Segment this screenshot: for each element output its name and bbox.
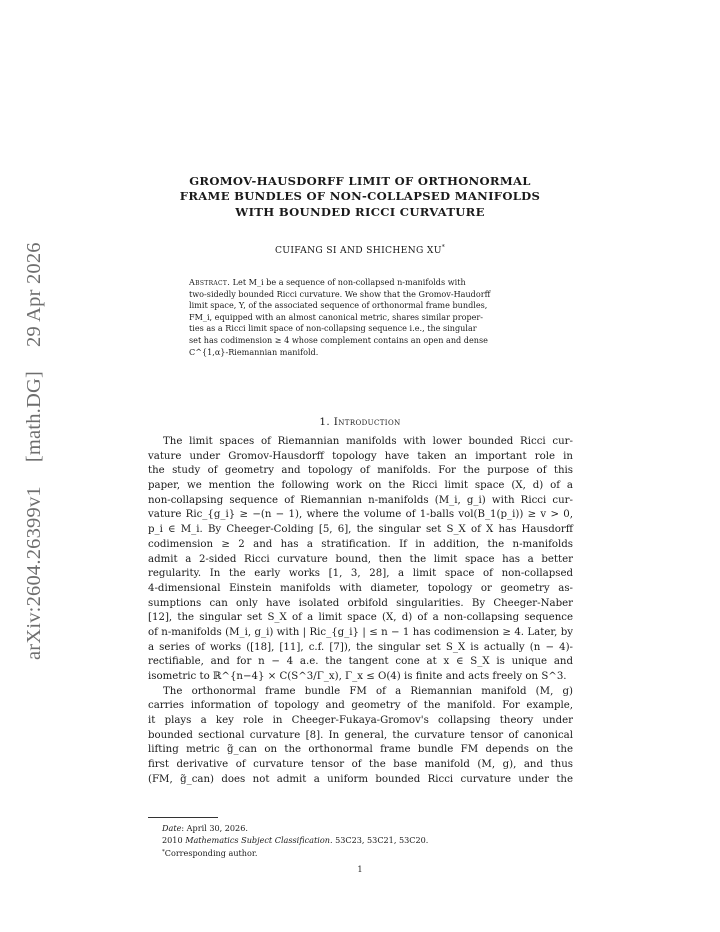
body-line: it plays a key role in Cheeger-Fukaya-Gromov's collapsing theory under [148,715,573,727]
body-line: first derivative of curvature tensor of the base manifold (M, g), and thus [148,759,573,771]
title-line-3: WITH BOUNDED RICCI CURVATURE [235,204,485,219]
body-line: carries information of topology and geometry of the manifold. For example, [148,700,573,712]
corresponding-author-mark: * [441,244,446,251]
body-line: isometric to ℝ^{n−4} × C(S^3/Γ_x), Γ_x ≤ O(4) is finite and acts freely on S^3. [148,671,567,682]
author-list [150,244,570,256]
body-line: rectifiable, and for n − 4 a.e. the tangent cone at x ∈ S_X is unique and [148,656,573,668]
body-line: lifting metric g̃_can on the orthonormal frame bundle FM depends on the [148,744,573,756]
footnote-corresponding-text: Corresponding author. [164,848,258,859]
abstract-line [189,277,539,289]
abstract-line: set has codimension ≥ 4 whose complement contains an open and dense [189,334,488,345]
paper-title [150,174,570,220]
footnote-msc-codes: 53C23, 53C21, 53C20. [335,835,429,846]
abstract-line: FM_i, equipped with an almost canonical metric, shares similar proper- [189,311,484,322]
arxiv-identifier-stamp [20,240,48,660]
body-line: the study of geometry and topology of manifolds. For the purpose of this [148,465,573,477]
abstract-line: two-sidedly bounded Ricci curvature. We show that the Gromov-Haudorff [189,288,491,299]
abstract-line-text: Let M_i be a sequence of non-collapsed n-manifolds with [232,277,466,287]
section-name: Introduction [333,416,401,428]
body-line: admit a 2-sided Ricci curvature bound, then the limit space has a better [148,553,573,565]
abstract-heading: Abstract. [189,277,231,287]
footnote-msc-year: 2010 [162,835,183,846]
title-line-2: FRAME BUNDLES OF NON-COLLAPSED MANIFOLDS [179,189,541,204]
author-names: CUIFANG SI AND SHICHENG XU [274,245,442,256]
footnote-date: Date: April 30, 2026. [162,823,248,833]
body-text [148,435,573,788]
body-line: 4-dimensional Einstein manifolds with diameter, topology or geometry as- [148,582,573,594]
footnotes [162,822,562,860]
section-heading [150,416,570,428]
body-line: The limit spaces of Riemannian manifolds with lower bounded Ricci cur- [163,436,573,447]
arxiv-category: [math.DG] [23,370,45,463]
abstract-line: limit space, Y, of the associated sequence of orthonormal frame bundles, [189,300,488,311]
body-line: The orthonormal frame bundle FM of a Riemannian manifold (M, g) [163,685,573,697]
abstract [189,277,539,358]
footnote-corresponding [162,846,562,859]
footnote-msc-label: Mathematics Subject Classification. [185,835,333,846]
body-line: bounded sectional curvature [8]. In general, the curvature tensor of canonical [148,729,573,741]
section-number: 1. [319,416,331,428]
body-line: sumptions can only have isolated orbifold singularities. By Cheeger-Naber [148,597,573,609]
footnote-date-label: Date [162,823,182,833]
footnote-divider [148,817,218,818]
body-line: [12], the singular set S_X of a limit space (X, d) of a non-collapsing sequence [148,612,573,624]
footnote-corresponding-mark: * [162,849,165,856]
arxiv-id: arXiv:2604.26399v1 [23,486,45,660]
body-line: vature under Gromov-Hausdorff topology have taken an important role in [148,450,573,462]
abstract-line: C^{1,α}-Riemannian manifold. [189,346,319,357]
footnote-msc [162,834,562,846]
body-line: vature Ric_{g_i} ≥ −(n − 1), where the volume of 1-balls vol(B_1(p_i)) ≥ v > 0, [148,509,573,521]
body-line: non-collapsing sequence of Riemannian n-manifolds (M_i, g_i) with Ricci cur- [148,494,573,506]
body-line: of n-manifolds (M_i, g_i) with | Ric_{g_i} | ≤ n − 1 has codimension ≥ 4. Later, by [148,626,573,638]
body-line: paper, we mention the following work on the Ricci limit space (X, d) of a [148,480,573,492]
body-line: p_i ∈ M_i. By Cheeger-Colding [5, 6], the singular set S_X of X has Hausdorff [148,524,573,536]
body-line: codimension ≥ 2 and has a stratification. If in addition, the n-manifolds [148,538,573,550]
footnote-date-value: April 30, 2026. [186,823,248,833]
body-line: (FM, g̃_can) does not admit a uniform bounded Ricci curvature under the [148,773,573,785]
arxiv-date: 29 Apr 2026 [23,242,45,347]
title-line-1: GROMOV-HAUSDORFF LIMIT OF ORTHONORMAL [189,174,531,188]
body-line: a series of works ([18], [11], c.f. [7]), the singular set S_X is actually (n − 4)- [148,641,573,653]
page-number: 1 [357,864,363,874]
body-line: regularity. In the early works [1, 3, 28], a limit space of non-collapsed [148,568,573,580]
abstract-line: ties as a Ricci limit space of non-collapsing sequence i.e., the singular [189,323,477,334]
